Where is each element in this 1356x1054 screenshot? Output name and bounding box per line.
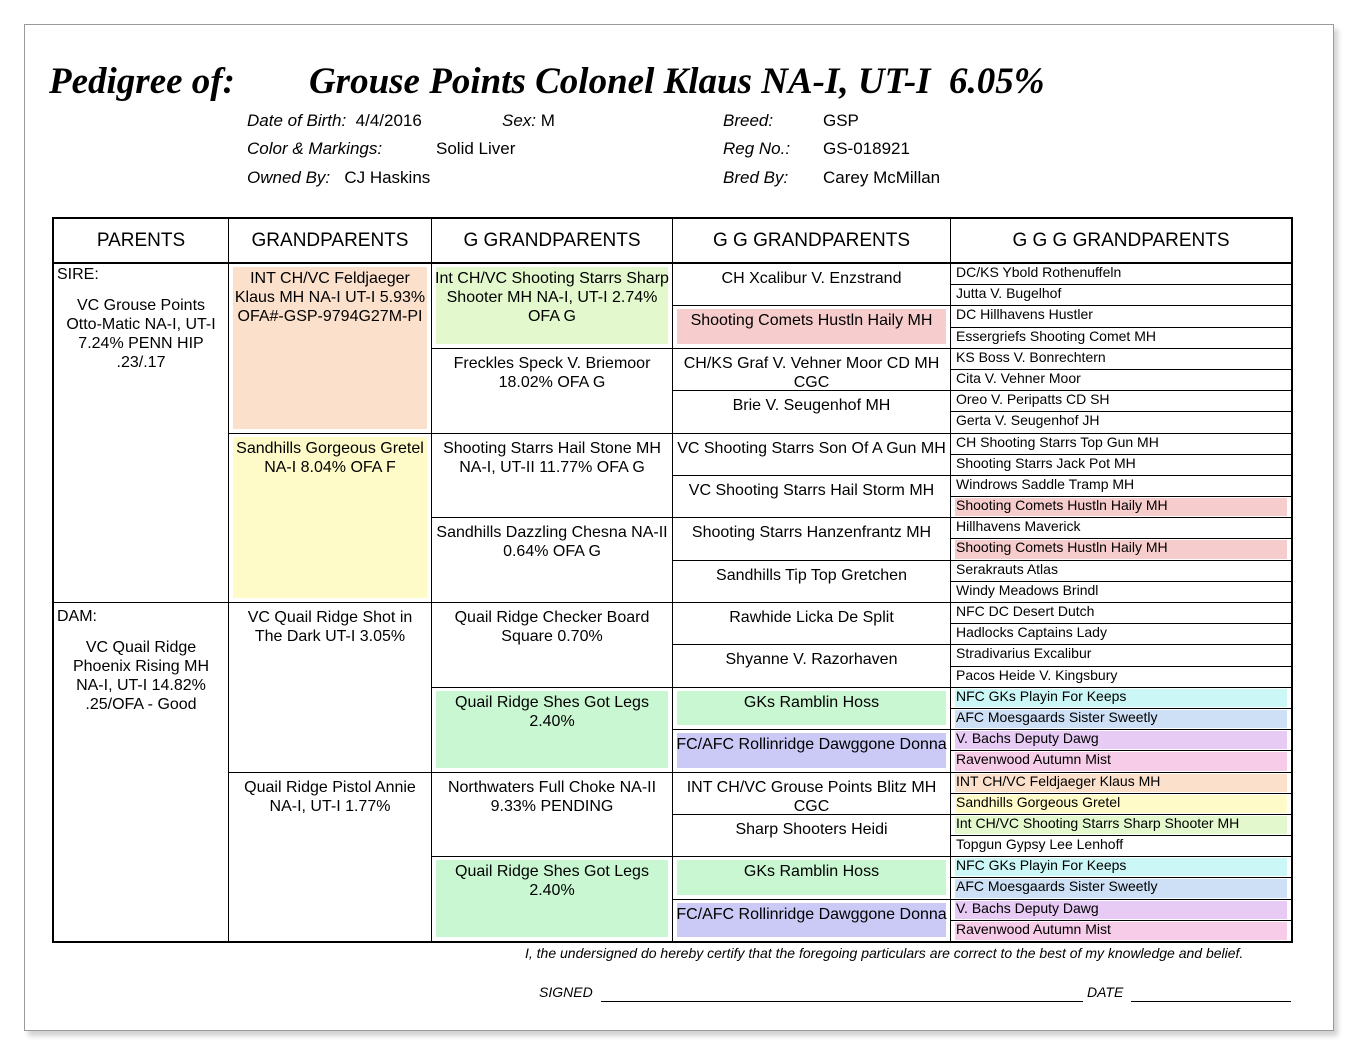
g-grandparent-cell-text: Int CH/VC Shooting Starrs Sharp Shooter MH NA-I, UT-I 2.74% OFA G — [435, 270, 669, 325]
ggg-grandparent-cell — [951, 327, 1291, 348]
g-grandparent-cell-text: Northwaters Full Choke NA-II 9.33% PENDING — [447, 778, 657, 815]
row-divider — [432, 687, 1291, 688]
header-grandparents: GRANDPARENTS — [251, 229, 409, 251]
ggg-grandparent-cell — [951, 793, 1291, 814]
row-divider — [432, 856, 1291, 857]
header-gg-grandparents: G G GRANDPARENTS — [712, 229, 911, 251]
ggg-grandparent-cell — [951, 475, 1291, 496]
gg-grandparent-cell — [673, 729, 950, 771]
sex-value: M — [540, 111, 555, 130]
ggg-grandparent-cell — [951, 369, 1291, 390]
dam-cell — [54, 603, 228, 941]
ggg-grandparent-cell-text: KS Boss V. Bonrechtern — [956, 348, 1106, 365]
ggg-grandparent-cell — [951, 623, 1291, 644]
grandparent-cell-text: Quail Ridge Pistol Annie NA-I, UT-I 1.77% — [244, 778, 416, 815]
gg-grandparent-cell — [673, 602, 950, 644]
dob-label: Date of Birth: — [247, 111, 347, 130]
gg-grandparent-cell-text: INT CH/VC Grouse Points Blitz MH CGC — [686, 778, 937, 814]
grandparent-cell-text: Sandhills Gorgeous Gretel NA-I 8.04% OFA F — [236, 439, 424, 476]
ggg-grandparent-cell-text: Hadlocks Captains Lady — [956, 624, 1107, 641]
g-grandparent-cell-text: Quail Ridge Shes Got Legs 2.40% — [455, 863, 649, 900]
gg-grandparent-cell-text: VC Shooting Starrs Son Of A Gun MH — [677, 439, 946, 457]
g-grandparent-cell — [432, 772, 672, 857]
ggg-grandparent-cell-text: NFC DC Desert Dutch — [956, 603, 1095, 619]
ggg-grandparent-cell — [951, 263, 1291, 284]
gg-grandparent-cell-text: Sharp Shooters Heidi — [735, 820, 888, 838]
ggg-grandparent-cell — [951, 538, 1291, 559]
bred-label: Bred By: — [723, 168, 789, 187]
ggg-grandparent-cell-text: Shooting Comets Hustln Haily MH — [956, 497, 1168, 514]
ggg-grandparent-cell-text: Pacos Heide V. Kingsbury — [956, 666, 1118, 683]
ggg-grandparent-cell-text: Windy Meadows Brindl — [956, 581, 1099, 598]
ggg-grandparent-cell — [951, 390, 1291, 411]
signed-label: SIGNED — [539, 984, 593, 1000]
reg-label: Reg No.: — [723, 139, 791, 158]
ggg-grandparent-cell-text: Ravenwood Autumn Mist — [956, 920, 1111, 937]
gg-grandparent-cell — [673, 772, 950, 814]
gg-grandparent-cell — [673, 263, 950, 305]
gg-grandparent-cell — [673, 390, 950, 432]
row-divider — [432, 348, 1291, 349]
gg-grandparent-cell — [673, 856, 950, 898]
gg-grandparent-cell-text: Brie V. Seugenhof MH — [732, 397, 891, 415]
gg-grandparent-cell — [673, 560, 950, 602]
grandparent-cell — [229, 433, 431, 603]
sire-name: VC Grouse Points Otto-Matic NA-I, UT-I 7.24% PENN HIP .23/.17 — [66, 297, 216, 371]
g-grandparent-cell — [432, 517, 672, 602]
ggg-grandparent-cell — [951, 856, 1291, 877]
ggg-grandparent-cell-text: Ravenwood Autumn Mist — [956, 751, 1111, 768]
gg-grandparent-cell — [673, 305, 950, 347]
g-grandparent-cell — [432, 433, 672, 518]
ggg-grandparent-cell-text: Hillhavens Maverick — [956, 518, 1081, 535]
gg-grandparent-cell — [673, 687, 950, 729]
ggg-grandparent-cell-text: AFC Moesgaards Sister Sweetly — [956, 708, 1158, 725]
ggg-grandparent-cell — [951, 433, 1291, 454]
sire-label: SIRE: — [57, 266, 99, 283]
ggg-grandparent-cell — [951, 644, 1291, 665]
header-ggg-grandparents: G G G GRANDPARENTS — [1012, 229, 1230, 251]
title-prefix: Pedigree of: — [49, 61, 235, 102]
ggg-grandparent-cell-text: Stradivarius Excalibur — [956, 645, 1092, 662]
grandparent-cell — [229, 772, 431, 942]
grandparent-cell-text: INT CH/VC Feldjaeger Klaus MH NA-I UT-I 5.93% OFA#-GSP-9794G27M-PI — [234, 270, 426, 325]
ggg-grandparent-cell-text: Gerta V. Seugenhof JH — [956, 412, 1100, 429]
ggg-grandparent-cell — [951, 284, 1291, 305]
date-of-birth — [247, 111, 422, 131]
ggg-grandparent-cell-text: CH Shooting Starrs Top Gun MH — [956, 433, 1159, 450]
gg-grandparent-cell-text: FC/AFC Rollinridge Dawggone Donna — [676, 905, 947, 923]
color-label: Color & Markings: — [247, 139, 383, 158]
signature-line[interactable] — [601, 1001, 1083, 1002]
ggg-grandparent-cell-text: Oreo V. Peripatts CD SH — [956, 391, 1110, 408]
ggg-grandparent-cell-text: Essergriefs Shooting Comet MH — [956, 327, 1156, 344]
ggg-grandparent-cell — [951, 835, 1291, 856]
ggg-grandparent-cell-text: V. Bachs Deputy Dawg — [956, 730, 1099, 747]
ggg-grandparent-cell — [951, 708, 1291, 729]
dam-name: VC Quail Ridge Phoenix Rising MH NA-I, UT-I 14.82% .25/OFA - Good — [72, 639, 210, 713]
ggg-grandparent-cell — [951, 687, 1291, 708]
ggg-grandparent-cell-text: Sandhills Gorgeous Gretel — [956, 793, 1121, 810]
pedigree-sheet — [24, 24, 1334, 1031]
g-grandparent-cell — [432, 856, 672, 941]
breed-label: Breed: — [723, 111, 774, 130]
g-grandparent-cell-text: Shooting Starrs Hail Stone MH NA-I, UT-II 11.77% OFA G — [443, 439, 661, 476]
gg-grandparent-cell-text: CH/KS Graf V. Vehner Moor CD MH CGC — [683, 354, 940, 391]
sex-label: Sex: — [502, 111, 537, 130]
gg-grandparent-cell — [673, 348, 950, 390]
gg-grandparent-cell-text: VC Shooting Starrs Hail Storm MH — [688, 481, 935, 499]
ggg-grandparent-cell-text: NFC GKs Playin For Keeps — [956, 857, 1127, 874]
gg-grandparent-cell-text: Shooting Comets Hustln Haily MH — [690, 312, 933, 330]
ggg-grandparent-cell — [951, 517, 1291, 538]
ggg-grandparent-cell — [951, 305, 1291, 326]
ggg-grandparent-cell-text: Shooting Comets Hustln Haily MH — [956, 539, 1168, 556]
ggg-grandparent-cell — [951, 750, 1291, 771]
g-grandparent-cell-text: Sandhills Dazzling Chesna NA-II 0.64% OFA G — [436, 524, 668, 561]
owned-by — [247, 168, 430, 188]
grandparent-cell-text: VC Quail Ridge Shot in The Dark UT-I 3.05% — [247, 609, 413, 645]
breed-value: GSP — [823, 111, 859, 130]
column-divider — [228, 219, 229, 941]
gg-grandparent-cell — [673, 899, 950, 941]
date-line[interactable] — [1131, 1001, 1291, 1002]
ggg-grandparent-cell-text: NFC GKs Playin For Keeps — [956, 687, 1127, 704]
gg-grandparent-cell-text: Shooting Starrs Hanzenfrantz MH — [691, 524, 932, 542]
g-grandparent-cell-text: Quail Ridge Checker Board Square 0.70% — [454, 609, 650, 645]
gg-grandparent-cell — [673, 433, 950, 475]
ggg-grandparent-cell-text: DC/KS Ybold Rothenuffeln — [956, 264, 1122, 280]
gg-grandparent-cell-text: CH Xcalibur V. Enzstrand — [721, 270, 902, 287]
ggg-grandparent-cell-text: Jutta V. Bugelhof — [956, 285, 1062, 302]
ggg-grandparent-cell-text: Shooting Starrs Jack Pot MH — [956, 454, 1136, 471]
row-divider — [432, 517, 1291, 518]
g-grandparent-cell-text: Freckles Speck V. Briemoor 18.02% OFA G — [453, 354, 651, 391]
ggg-grandparent-cell-text: Serakrauts Atlas — [956, 560, 1058, 577]
sire-cell — [54, 263, 228, 602]
ggg-grandparent-cell — [951, 729, 1291, 750]
page-title — [49, 60, 1045, 103]
date-label: DATE — [1087, 984, 1124, 1000]
grandparent-cell — [229, 263, 431, 433]
sex — [502, 111, 555, 131]
ggg-grandparent-cell-text: DC Hillhavens Hustler — [956, 306, 1093, 323]
ggg-grandparent-cell-text: Cita V. Vehner Moor — [956, 369, 1081, 386]
ggg-grandparent-cell — [951, 602, 1291, 623]
color-value: Solid Liver — [436, 139, 516, 158]
g-grandparent-cell — [432, 348, 672, 433]
g-grandparent-cell-text: Quail Ridge Shes Got Legs 2.40% — [455, 693, 649, 730]
ggg-grandparent-cell — [951, 454, 1291, 475]
dob-value: 4/4/2016 — [355, 111, 422, 130]
ggg-grandparent-cell-text: Topgun Gypsy Lee Lenhoff — [956, 836, 1124, 853]
ggg-grandparent-cell-text: Windrows Saddle Tramp MH — [956, 475, 1135, 492]
gg-grandparent-cell-text: GKs Ramblin Hoss — [743, 863, 880, 881]
column-divider — [431, 219, 432, 941]
ggg-grandparent-cell — [951, 348, 1291, 369]
bred-value: Carey McMillan — [823, 168, 941, 187]
ggg-grandparent-cell — [951, 814, 1291, 835]
header-parents: PARENTS — [96, 229, 186, 251]
owned-value: CJ Haskins — [344, 168, 431, 187]
ggg-grandparent-cell — [951, 666, 1291, 687]
gg-grandparent-cell-text: Shyanne V. Razorhaven — [725, 651, 898, 669]
ggg-grandparent-cell — [951, 411, 1291, 432]
ggg-grandparent-cell — [951, 899, 1291, 920]
ggg-grandparent-cell — [951, 877, 1291, 898]
ggg-grandparent-cell — [951, 772, 1291, 793]
gg-grandparent-cell — [673, 814, 950, 856]
ggg-grandparent-cell-text: INT CH/VC Feldjaeger Klaus MH — [956, 772, 1161, 789]
pedigree-table — [52, 217, 1293, 943]
gg-grandparent-cell — [673, 644, 950, 686]
ggg-grandparent-cell — [951, 496, 1291, 517]
ggg-grandparent-cell — [951, 560, 1291, 581]
g-grandparent-cell — [432, 602, 672, 687]
gg-grandparent-cell-text: Rawhide Licka De Split — [729, 609, 894, 626]
gg-grandparent-cell-text: Sandhills Tip Top Gretchen — [716, 566, 907, 584]
g-grandparent-cell — [432, 263, 672, 348]
grandparent-cell — [229, 602, 431, 772]
owned-label: Owned By: — [247, 168, 331, 187]
ggg-grandparent-cell — [951, 920, 1291, 941]
g-grandparent-cell — [432, 687, 672, 772]
header-g-grandparents: G GRANDPARENTS — [463, 229, 641, 251]
column-divider — [672, 219, 673, 941]
dam-label: DAM: — [57, 608, 97, 625]
row-divider — [54, 602, 1291, 603]
certification-statement: I, the undersigned do hereby certify that the foregoing particulars are correct to the best of my knowledge and belief. — [525, 945, 1244, 961]
reg-value: GS-018921 — [823, 139, 910, 158]
gg-grandparent-cell — [673, 517, 950, 559]
ggg-grandparent-cell-text: Int CH/VC Shooting Starrs Sharp Shooter MH — [956, 814, 1240, 831]
ggg-grandparent-cell — [951, 581, 1291, 602]
dog-name: Grouse Points Colonel Klaus NA-I, UT-I 6.05% — [308, 61, 1045, 102]
gg-grandparent-cell-text: FC/AFC Rollinridge Dawggone Donna — [676, 736, 947, 754]
ggg-grandparent-cell-text: V. Bachs Deputy Dawg — [956, 899, 1099, 916]
gg-grandparent-cell — [673, 475, 950, 517]
gg-grandparent-cell-text: GKs Ramblin Hoss — [743, 693, 880, 711]
ggg-grandparent-cell-text: AFC Moesgaards Sister Sweetly — [956, 878, 1158, 895]
